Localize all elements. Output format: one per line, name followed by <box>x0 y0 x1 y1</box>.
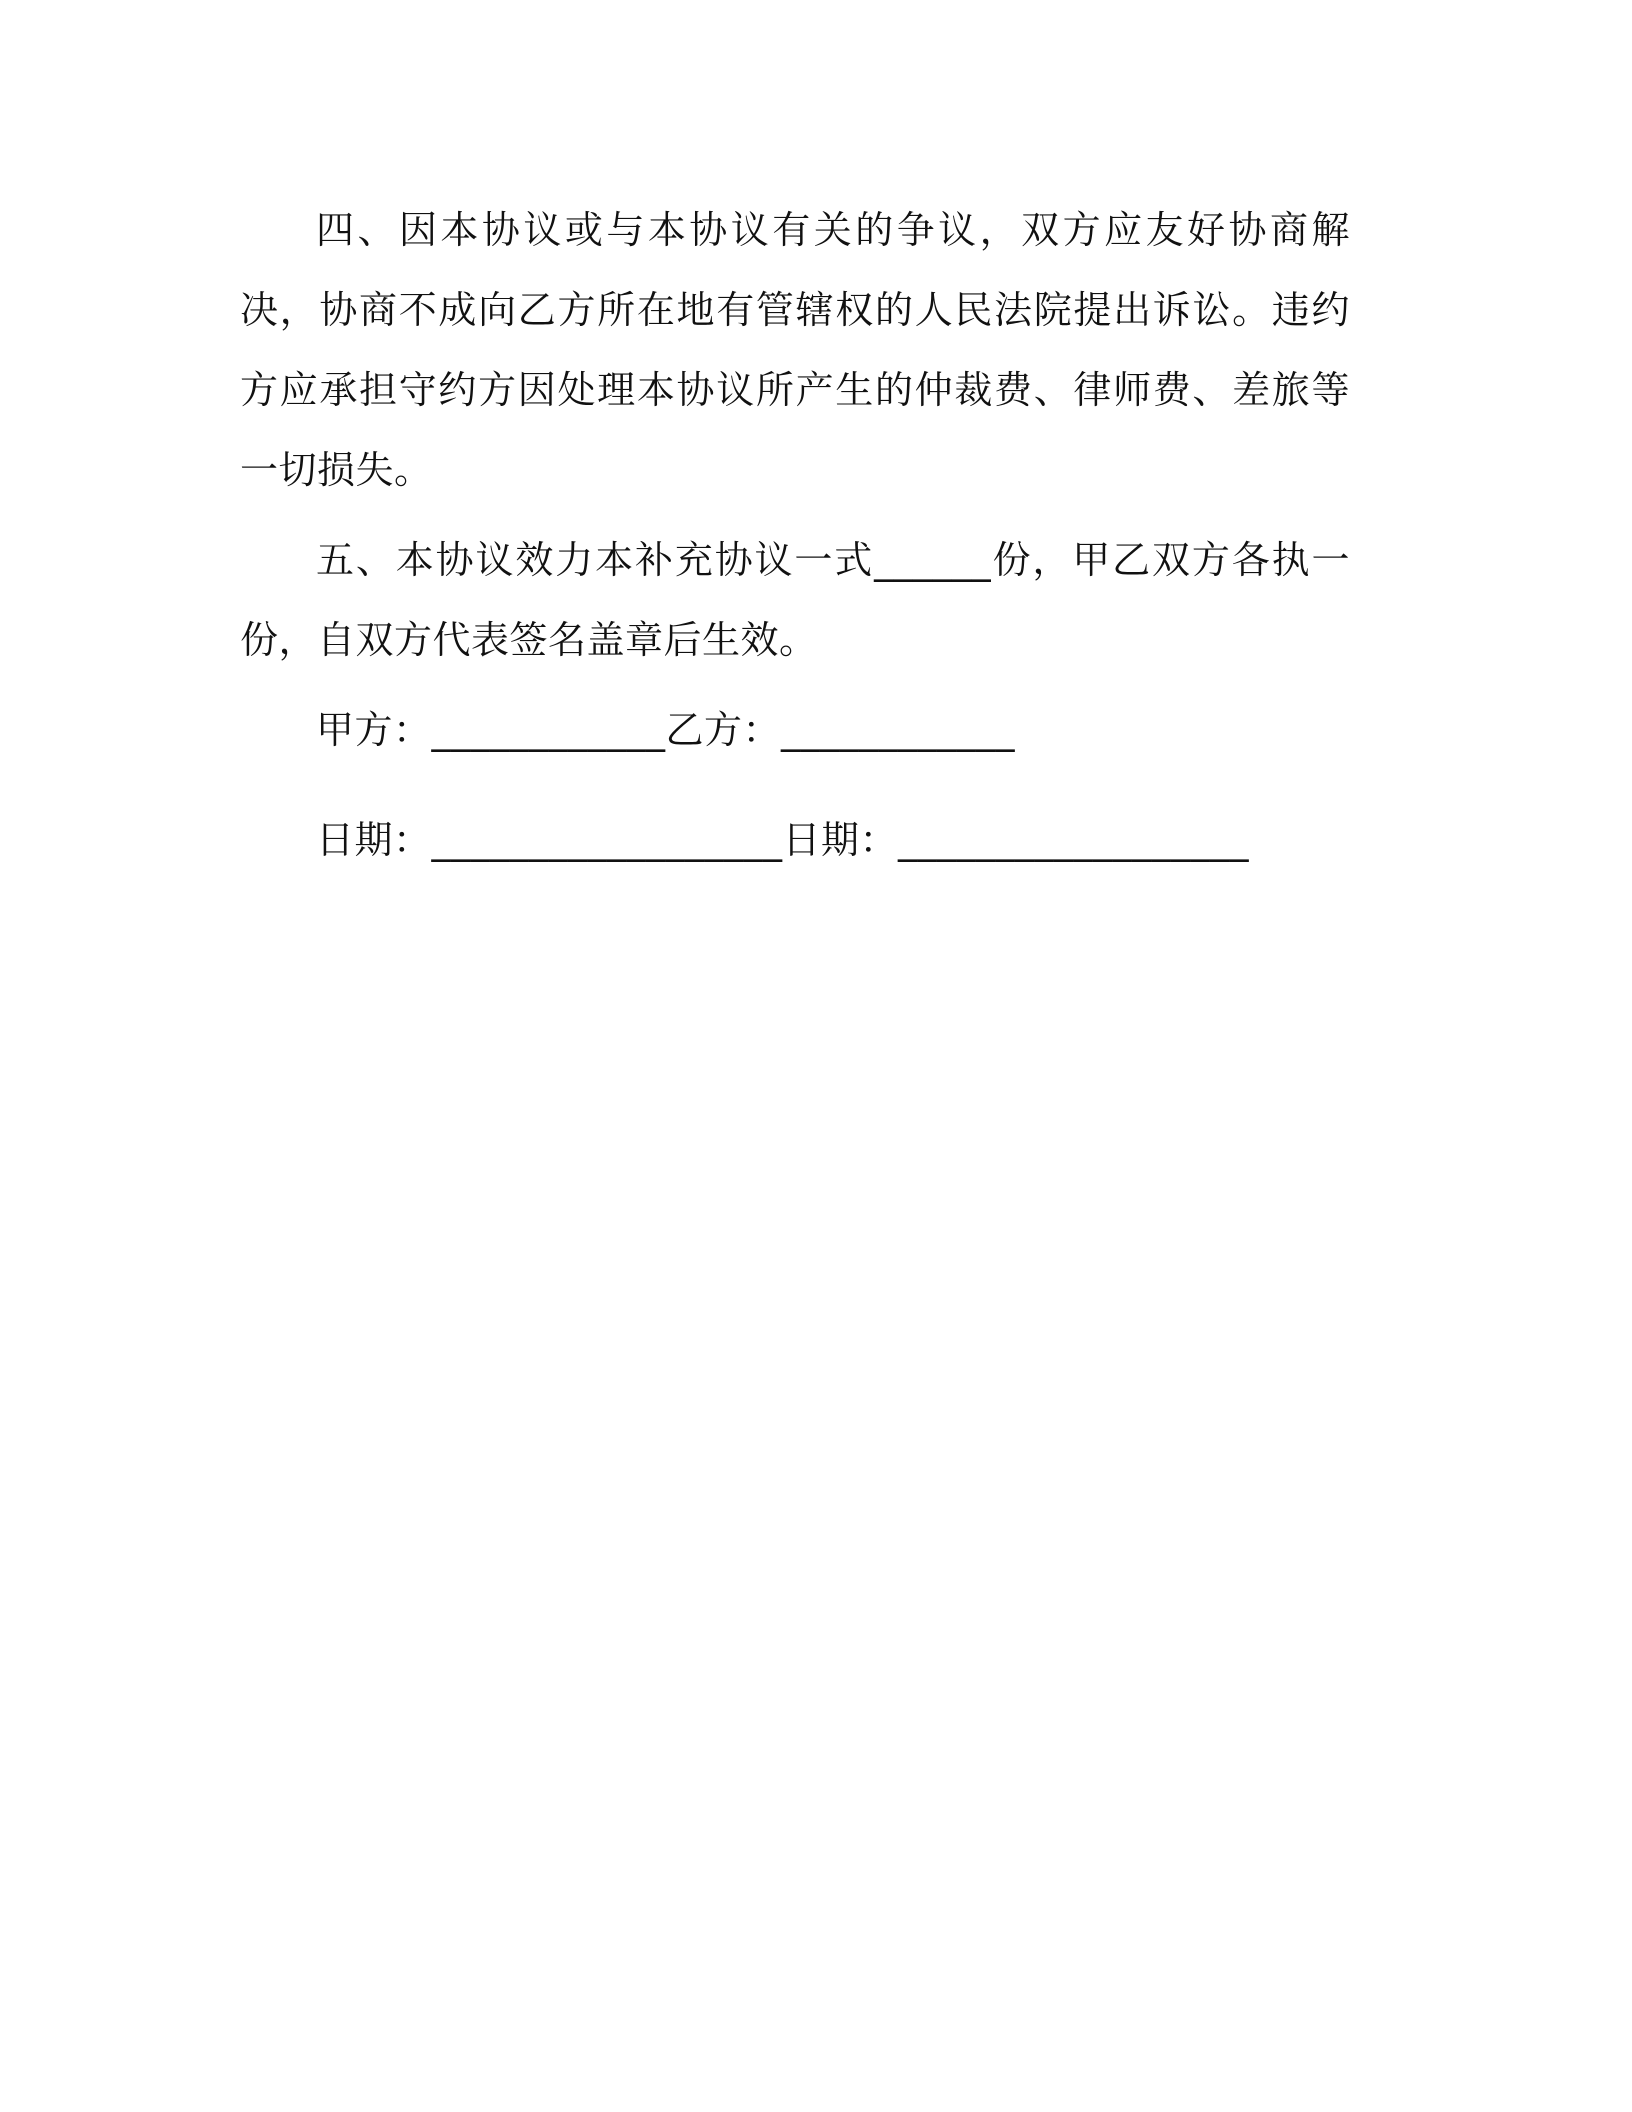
clause-five: 五、本协议效力本补充协议一式______份，甲乙双方各执一份，自双方代表签名盖章后生效。 <box>240 538 1350 662</box>
clause-four: 四、因本协议或与本协议有关的争议，双方应友好协商解决，协商不成向乙方所在地有管辖权的人民法院提出诉讼。违约方应承担守约方因处理本协议所产生的仲裁费、律师费、差旅等一切损失。 <box>240 208 1350 492</box>
document-body <box>240 190 1350 880</box>
party-signature-line: 甲方：____________乙方：____________ <box>316 708 1016 752</box>
date-signature-line: 日期：__________________日期：__________________ <box>316 818 1250 862</box>
